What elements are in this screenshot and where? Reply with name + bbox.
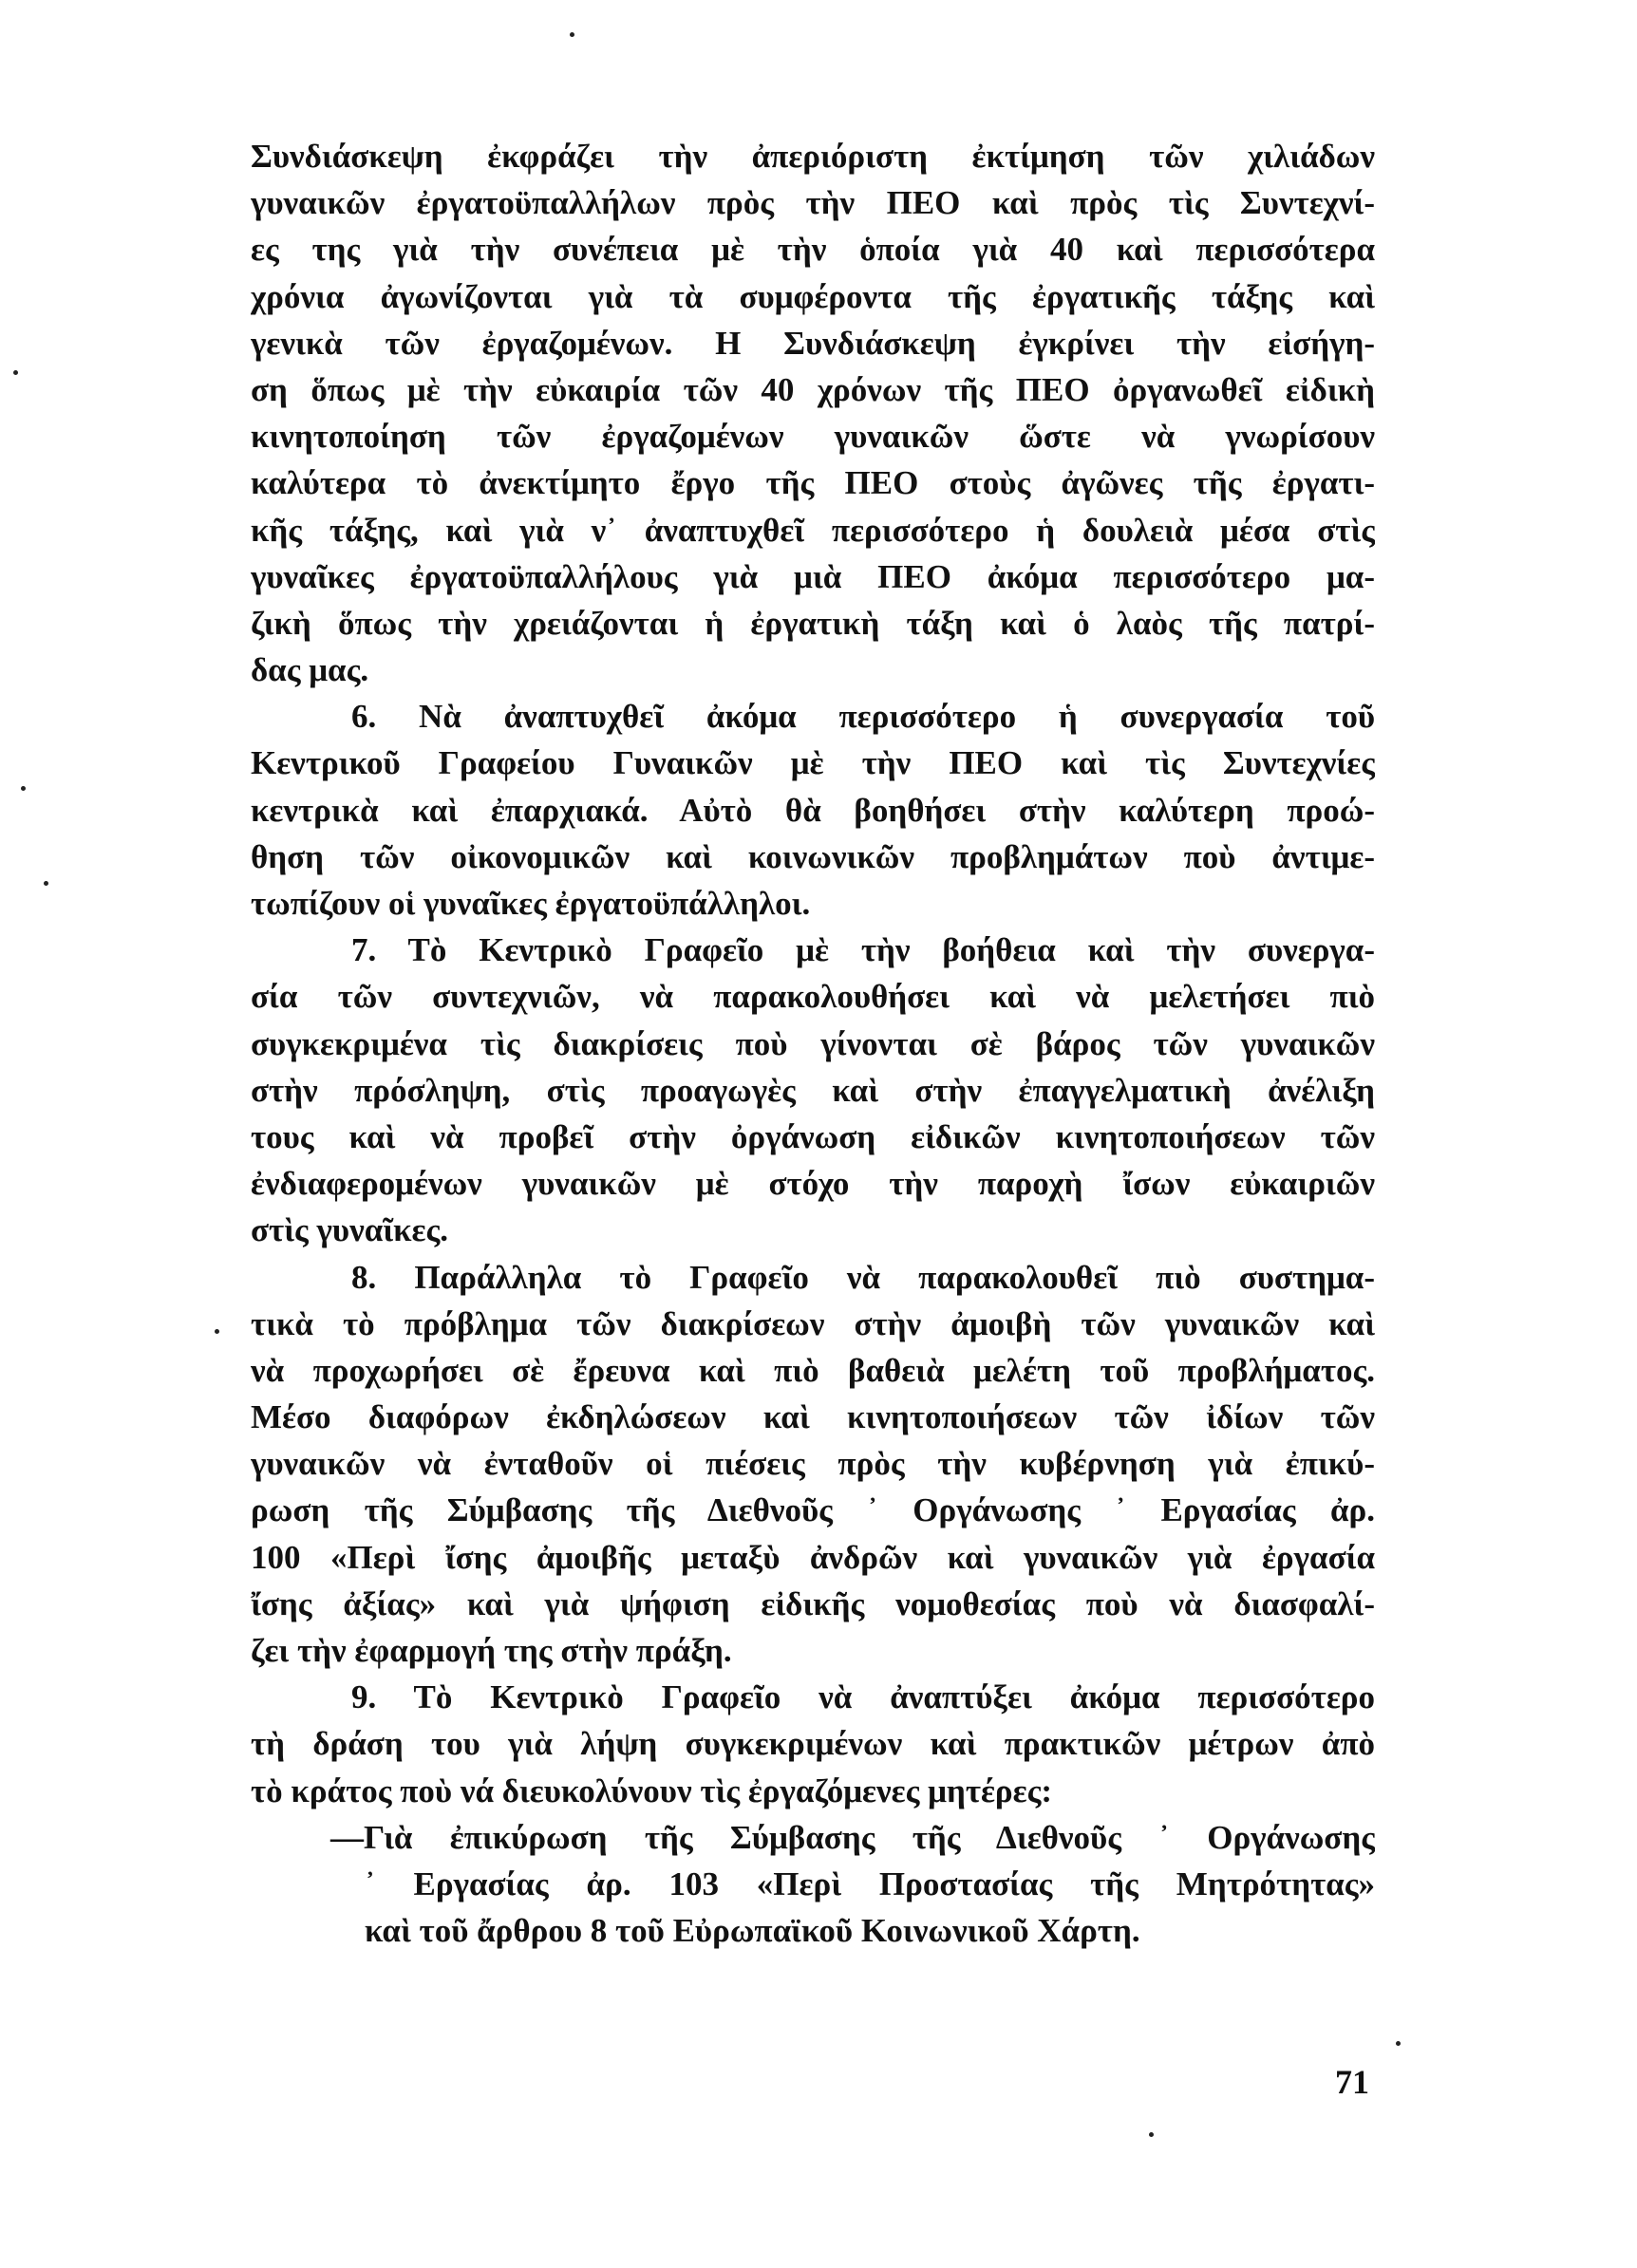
- intro-line: γενικὰ τῶν ἐργαζομένων. Η Συνδιάσκεψη ἐγκρίνει τὴν εἰσήγη-: [251, 324, 1375, 362]
- item-8-line: ρωση τῆς Σύμβασης τῆς Διεθνοῦς ᾽ Οργάνωσης ᾽ Εργασίας ἀρ.: [251, 1491, 1375, 1529]
- scan-speck: [570, 32, 574, 37]
- intro-line: Συνδιάσκεψη ἐκφράζει τὴν ἀπεριόριστη ἐκτίμηση τῶν χιλιάδων: [251, 138, 1375, 175]
- item-9-line: 9. Τὸ Κεντρικὸ Γραφεῖο νὰ ἀναπτύξει ἀκόμα περισσότερο: [351, 1678, 1375, 1716]
- item-9-dash-line: καὶ τοῦ ἄρθρου 8 τοῦ Εὐρωπαϊκοῦ Κοινωνικοῦ Χάρτη.: [365, 1912, 1140, 1950]
- item-9-line: τὸ κράτος ποὺ νά διευκολύνουν τὶς ἐργαζόμενες μητέρες:: [251, 1771, 1053, 1809]
- item-9-dash-line: —Γιὰ ἐπικύρωση τῆς Σύμβασης τῆς Διεθνοῦς ᾽ Οργάνωσης: [330, 1818, 1375, 1856]
- scan-speck: [13, 370, 18, 375]
- scan-speck: [1396, 2041, 1401, 2046]
- scan-speck: [44, 881, 48, 886]
- intro-line: ση ὅπως μὲ τὴν εὐκαιρία τῶν 40 χρόνων τῆς ΠΕΟ ὀργανωθεῖ εἰδικὴ: [251, 370, 1375, 408]
- item-8-line: ἴσης ἀξίας» καὶ γιὰ ψήφιση εἰδικῆς νομοθεσίας ποὺ νὰ διασφαλί-: [251, 1584, 1375, 1622]
- item-8-line: 8. Παράλληλα τὸ Γραφεῖο νὰ παρακολουθεῖ πιὸ συστημα-: [351, 1258, 1375, 1296]
- intro-line: ζικὴ ὅπως τὴν χρειάζονται ἡ ἐργατικὴ τάξη καὶ ὁ λαὸς τῆς πατρί-: [251, 604, 1375, 642]
- item-8-line: τικὰ τὸ πρόβλημα τῶν διακρίσεων στὴν ἀμοιβὴ τῶν γυναικῶν καὶ: [251, 1304, 1375, 1342]
- item-6-line: θηση τῶν οἰκονομικῶν καὶ κοινωνικῶν προβλημάτων ποὺ ἀντιμε-: [251, 837, 1375, 875]
- intro-line: γυναικῶν ἐργατοϋπαλλήλων πρὸς τὴν ΠΕΟ καὶ πρὸς τὶς Συντεχνί-: [251, 184, 1375, 222]
- scan-speck: [21, 786, 26, 791]
- item-8-line: Μέσο διαφόρων ἐκδηλώσεων καὶ κινητοποιήσεων τῶν ἰδίων τῶν: [251, 1398, 1375, 1436]
- item-8-line: ζει τὴν ἐφαρμογή της στὴν πράξη.: [251, 1632, 732, 1669]
- item-7-line: τους καὶ νὰ προβεῖ στὴν ὀργάνωση εἰδικῶν κινητοποιήσεων τῶν: [251, 1117, 1375, 1155]
- item-6-line: κεντρικὰ καὶ ἐπαρχιακά. Αὐτὸ θὰ βοηθήσει στὴν καλύτερη προώ-: [251, 791, 1375, 829]
- item-9-line: τὴ δράση του γιὰ λήψη συγκεκριμένων καὶ πρακτικῶν μέτρων ἀπὸ: [251, 1725, 1375, 1763]
- intro-line: καλύτερα τὸ ἀνεκτίμητο ἔργο τῆς ΠΕΟ στοὺς ἀγῶνες τῆς ἐργατι-: [251, 464, 1375, 502]
- scan-speck: [215, 1329, 219, 1334]
- item-6-line: Κεντρικοῦ Γραφείου Γυναικῶν μὲ τὴν ΠΕΟ καὶ τὶς Συντεχνίες: [251, 744, 1375, 782]
- body-text: [251, 133, 1375, 1954]
- item-6-line: 6. Νὰ ἀναπτυχθεῖ ἀκόμα περισσότερο ἡ συνεργασία τοῦ: [351, 698, 1375, 736]
- item-7-line: στὴν πρόσληψη, στὶς προαγωγὲς καὶ στὴν ἐπαγγελματικὴ ἀνέλιξη: [251, 1071, 1375, 1109]
- scan-speck: [1149, 2132, 1154, 2137]
- item-7-line: συγκεκριμένα τὶς διακρίσεις ποὺ γίνονται σὲ βάρος τῶν γυναικῶν: [251, 1024, 1375, 1062]
- item-7-line: 7. Τὸ Κεντρικὸ Γραφεῖο μὲ τὴν βοήθεια καὶ τὴν συνεργα-: [351, 931, 1375, 969]
- item-7-line: στὶς γυναῖκες.: [251, 1211, 449, 1249]
- intro-line: γυναῖκες ἐργατοϋπαλλήλους γιὰ μιὰ ΠΕΟ ἀκόμα περισσότερο μα-: [251, 557, 1375, 595]
- intro-line: κινητοποίηση τῶν ἐργαζομένων γυναικῶν ὥστε νὰ γνωρίσουν: [251, 418, 1375, 456]
- item-7-line: σία τῶν συντεχνιῶν, νὰ παρακολουθήσει καὶ νὰ μελετήσει πιὸ: [251, 978, 1375, 1016]
- page-number: 71: [1335, 2063, 1369, 2101]
- intro-line: ες της γιὰ τὴν συνέπεια μὲ τὴν ὁποία γιὰ 40 καὶ περισσότερα: [251, 231, 1375, 269]
- intro-line: χρόνια ἀγωνίζονται γιὰ τὰ συμφέροντα τῆς ἐργατικῆς τάξης καὶ: [251, 277, 1375, 315]
- intro-line: κῆς τάξης, καὶ γιὰ ν᾽ ἀναπτυχθεῖ περισσότερο ἡ δουλειὰ μέσα στὶς: [251, 511, 1375, 549]
- intro-line: δας μας.: [251, 651, 369, 689]
- item-8-line: 100 «Περὶ ἴσης ἀμοιβῆς μεταξὺ ἀνδρῶν καὶ γυναικῶν γιὰ ἐργασία: [251, 1538, 1375, 1576]
- item-6-line: τωπίζουν οἱ γυναῖκες ἐργατοϋπάλληλοι.: [251, 885, 811, 922]
- item-7-line: ἐνδιαφερομένων γυναικῶν μὲ στόχο τὴν παροχὴ ἴσων εὐκαιριῶν: [251, 1165, 1375, 1203]
- item-8-line: νὰ προχωρήσει σὲ ἔρευνα καὶ πιὸ βαθειὰ μελέτη τοῦ προβλήματος.: [251, 1351, 1375, 1389]
- item-9-dash-line: ᾽ Εργασίας ἀρ. 103 «Περὶ Προστασίας τῆς Μητρότητας»: [365, 1865, 1375, 1902]
- item-8-line: γυναικῶν νὰ ἐνταθοῦν οἱ πιέσεις πρὸς τὴν κυβέρνηση γιὰ ἐπικύ-: [251, 1445, 1375, 1483]
